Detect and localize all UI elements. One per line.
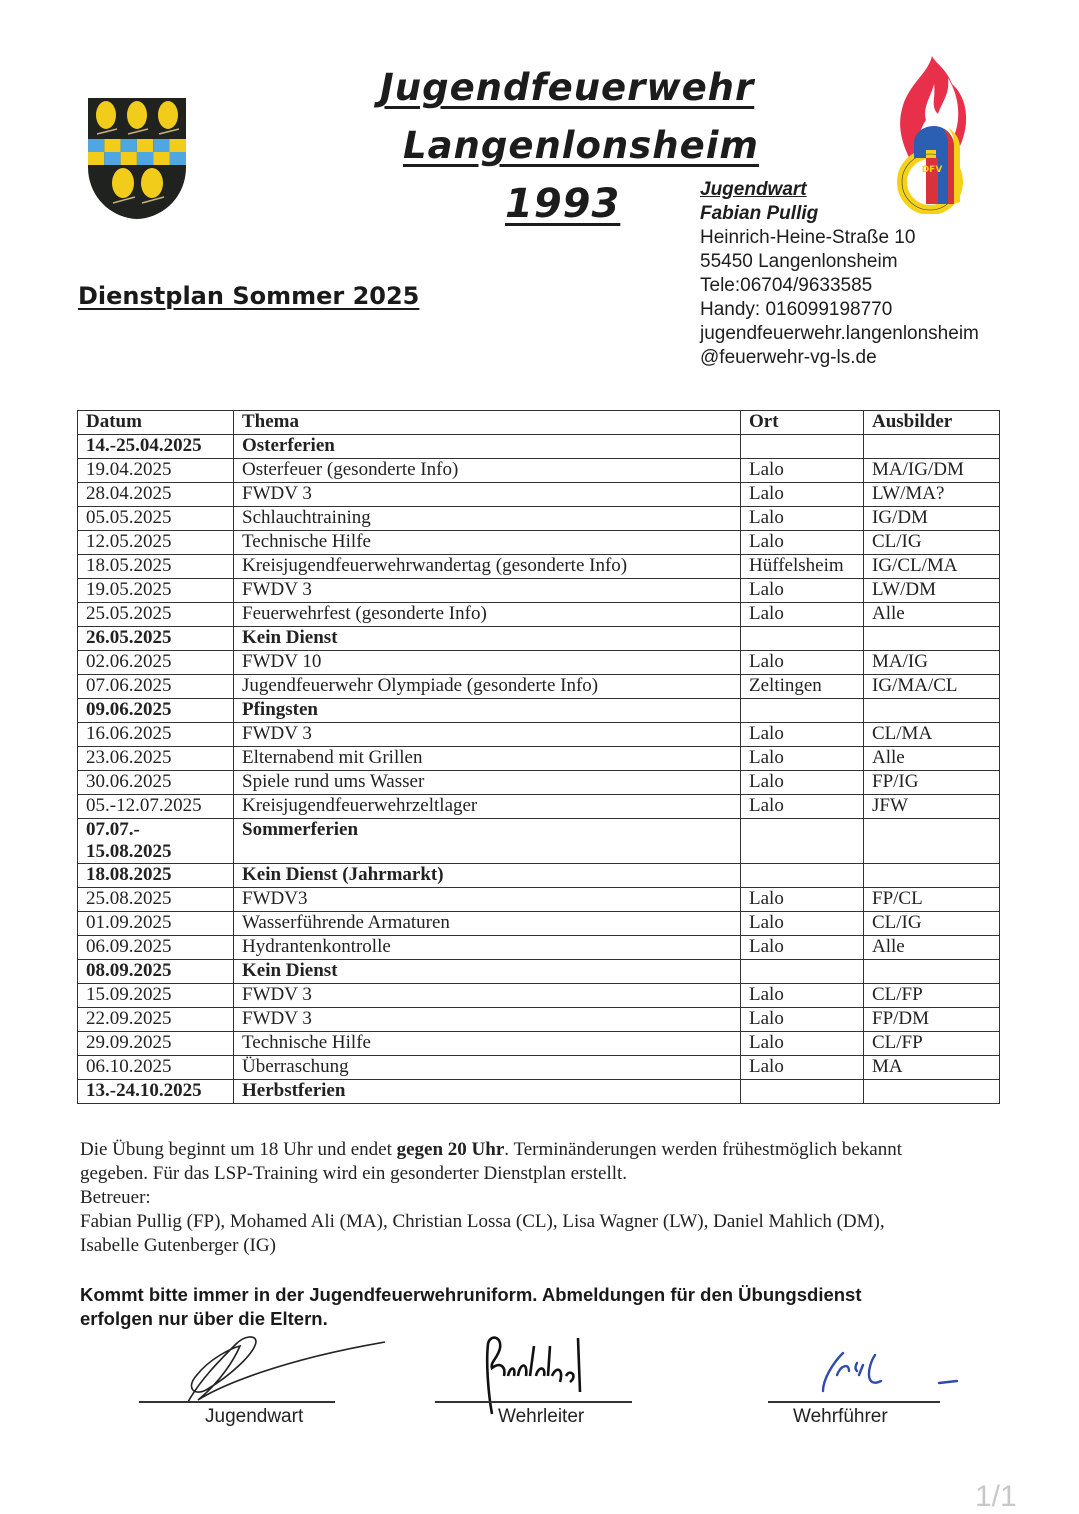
table-row — [78, 888, 1000, 912]
trainer-cell: FP/DM — [864, 1008, 1000, 1032]
date-cell: 12.05.2025 — [78, 531, 234, 555]
page-indicator: 1/1 — [975, 1480, 1017, 1513]
trainer-cell — [864, 435, 1000, 459]
date-cell: 14.-25.04.2025 — [78, 435, 234, 459]
contact-role: Jugendwart — [700, 179, 807, 200]
title-year: 1993 — [505, 181, 621, 227]
trainer-cell: MA/IG/DM — [864, 459, 1000, 483]
place-cell — [741, 435, 864, 459]
place-cell: Lalo — [741, 1056, 864, 1080]
topic-cell: FWDV 3 — [234, 483, 741, 507]
place-cell: Lalo — [741, 579, 864, 603]
place-cell: Lalo — [741, 507, 864, 531]
topic-cell: Schlauchtraining — [234, 507, 741, 531]
place-cell — [741, 864, 864, 888]
signature-wehrfuehrer-icon — [815, 1345, 965, 1395]
topic-cell: Kein Dienst — [234, 627, 741, 651]
topic-cell: Pfingsten — [234, 699, 741, 723]
coat-of-arms-icon — [87, 97, 187, 221]
table-row — [78, 819, 1000, 864]
trainer-cell — [864, 1080, 1000, 1104]
table-row — [78, 1080, 1000, 1104]
topic-cell: Technische Hilfe — [234, 531, 741, 555]
trainer-cell: MA/IG — [864, 651, 1000, 675]
table-row — [78, 723, 1000, 747]
place-cell: Zeltingen — [741, 675, 864, 699]
trainer-cell: Alle — [864, 936, 1000, 960]
signature-line-wehrleiter — [435, 1401, 632, 1403]
place-cell: Lalo — [741, 888, 864, 912]
table-row — [78, 960, 1000, 984]
place-cell — [741, 699, 864, 723]
plan-title: Dienstplan Sommer 2025 — [78, 282, 420, 310]
date-cell: 05.05.2025 — [78, 507, 234, 531]
column-header-datum: Datum — [78, 411, 234, 435]
place-cell: Lalo — [741, 771, 864, 795]
date-cell: 23.06.2025 — [78, 747, 234, 771]
notes-block — [80, 1138, 1010, 1258]
date-cell: 22.09.2025 — [78, 1008, 234, 1032]
date-cell: 26.05.2025 — [78, 627, 234, 651]
table-row — [78, 1008, 1000, 1032]
table-row — [78, 771, 1000, 795]
date-cell: 09.06.2025 — [78, 699, 234, 723]
notes-line-1: Die Übung beginnt um 18 Uhr und endet gegen 20 Uhr. Terminänderungen werden frühestmöglich bekannt — [80, 1139, 903, 1160]
trainer-cell: FP/IG — [864, 771, 1000, 795]
table-row — [78, 579, 1000, 603]
table-row — [78, 483, 1000, 507]
topic-cell: Kreisjugendfeuerwehrzeltlager — [234, 795, 741, 819]
table-row — [78, 864, 1000, 888]
table-row — [78, 1032, 1000, 1056]
place-cell: Hüffelsheim — [741, 555, 864, 579]
place-cell: Lalo — [741, 1032, 864, 1056]
topic-cell: Sommerferien — [234, 819, 741, 864]
table-row — [78, 912, 1000, 936]
place-cell: Lalo — [741, 651, 864, 675]
topic-cell: FWDV 3 — [234, 579, 741, 603]
uniform-notice: Kommt bitte immer in der Jugendfeuerwehruniform. Abmeldungen für den Übungsdienst erfolgen nur über die Eltern. — [80, 1284, 862, 1329]
trainer-cell: Alle — [864, 603, 1000, 627]
trainer-cell: MA — [864, 1056, 1000, 1080]
table-row — [78, 651, 1000, 675]
notes-line-2: gegeben. Für das LSP-Training wird ein gesonderter Dienstplan erstellt. — [80, 1163, 628, 1184]
date-cell: 25.05.2025 — [78, 603, 234, 627]
table-row — [78, 435, 1000, 459]
place-cell: Lalo — [741, 459, 864, 483]
topic-cell: Herbstferien — [234, 1080, 741, 1104]
trainer-cell — [864, 960, 1000, 984]
trainer-cell: JFW — [864, 795, 1000, 819]
place-cell — [741, 1080, 864, 1104]
schedule-body — [78, 435, 1000, 1104]
date-cell: 18.05.2025 — [78, 555, 234, 579]
column-header-ort: Ort — [741, 411, 864, 435]
trainer-cell: LW/DM — [864, 579, 1000, 603]
topic-cell: Osterfeuer (gesonderte Info) — [234, 459, 741, 483]
place-cell: Lalo — [741, 531, 864, 555]
topic-cell: Hydrantenkontrolle — [234, 936, 741, 960]
place-cell — [741, 819, 864, 864]
contact-mobile: Handy: 016099198770 — [700, 299, 893, 320]
topic-cell: Spiele rund ums Wasser — [234, 771, 741, 795]
topic-cell: FWDV 3 — [234, 984, 741, 1008]
table-header-row — [78, 411, 1000, 435]
date-cell: 05.-12.07.2025 — [78, 795, 234, 819]
topic-cell: FWDV3 — [234, 888, 741, 912]
contact-street: Heinrich-Heine-Straße 10 — [700, 227, 916, 248]
place-cell: Lalo — [741, 483, 864, 507]
contact-email: jugendfeuerwehr.langenlonsheim @feuerwehr-vg-ls.de — [700, 323, 979, 368]
date-cell: 19.04.2025 — [78, 459, 234, 483]
signature-label-wehrfuehrer: Wehrführer — [793, 1406, 888, 1427]
date-cell: 16.06.2025 — [78, 723, 234, 747]
trainer-cell: CL/FP — [864, 1032, 1000, 1056]
table-row — [78, 936, 1000, 960]
topic-cell: Elternabend mit Grillen — [234, 747, 741, 771]
date-cell: 13.-24.10.2025 — [78, 1080, 234, 1104]
schedule-table — [77, 410, 1000, 1104]
signature-jugendwart-icon — [180, 1330, 390, 1405]
table-row — [78, 603, 1000, 627]
trainer-cell: Alle — [864, 747, 1000, 771]
topic-cell: Kein Dienst (Jahrmarkt) — [234, 864, 741, 888]
trainer-cell: CL/MA — [864, 723, 1000, 747]
place-cell: Lalo — [741, 747, 864, 771]
place-cell: Lalo — [741, 795, 864, 819]
date-cell: 06.09.2025 — [78, 936, 234, 960]
table-row — [78, 627, 1000, 651]
table-row — [78, 1056, 1000, 1080]
topic-cell: FWDV 10 — [234, 651, 741, 675]
trainer-cell: FP/CL — [864, 888, 1000, 912]
topic-cell: Kein Dienst — [234, 960, 741, 984]
trainer-cell: IG/DM — [864, 507, 1000, 531]
place-cell: Lalo — [741, 984, 864, 1008]
contact-block — [700, 178, 979, 370]
table-row — [78, 531, 1000, 555]
place-cell: Lalo — [741, 603, 864, 627]
signature-label-wehrleiter: Wehrleiter — [498, 1406, 585, 1427]
date-cell: 07.06.2025 — [78, 675, 234, 699]
date-cell: 06.10.2025 — [78, 1056, 234, 1080]
contact-phone: Tele:06704/9633585 — [700, 275, 873, 296]
notes-time-bold: gegen 20 Uhr — [396, 1139, 505, 1160]
table-row — [78, 507, 1000, 531]
trainer-cell: LW/MA? — [864, 483, 1000, 507]
place-cell — [741, 960, 864, 984]
trainer-cell — [864, 864, 1000, 888]
date-cell: 08.09.2025 — [78, 960, 234, 984]
table-row — [78, 555, 1000, 579]
place-cell: Lalo — [741, 912, 864, 936]
signature-line-wehrfuehrer — [768, 1401, 940, 1403]
place-cell: Lalo — [741, 723, 864, 747]
place-cell: Lalo — [741, 936, 864, 960]
table-row — [78, 675, 1000, 699]
column-header-thema: Thema — [234, 411, 741, 435]
trainer-cell: CL/IG — [864, 531, 1000, 555]
table-row — [78, 747, 1000, 771]
date-cell: 28.04.2025 — [78, 483, 234, 507]
contact-city: 55450 Langenlonsheim — [700, 251, 898, 272]
date-cell: 19.05.2025 — [78, 579, 234, 603]
date-cell: 15.09.2025 — [78, 984, 234, 1008]
topic-cell: Überraschung — [234, 1056, 741, 1080]
date-cell: 29.09.2025 — [78, 1032, 234, 1056]
betreuer-label: Betreuer: — [80, 1187, 151, 1208]
place-cell — [741, 627, 864, 651]
topic-cell: FWDV 3 — [234, 723, 741, 747]
topic-cell: Feuerwehrfest (gesonderte Info) — [234, 603, 741, 627]
date-cell: 25.08.2025 — [78, 888, 234, 912]
table-row — [78, 795, 1000, 819]
title-langenlonsheim: Langenlonsheim — [403, 124, 759, 167]
title-jugendfeuerwehr: Jugendfeuerwehr — [380, 66, 755, 109]
date-cell: 01.09.2025 — [78, 912, 234, 936]
place-cell: Lalo — [741, 1008, 864, 1032]
trainer-cell — [864, 819, 1000, 864]
column-header-ausbilder: Ausbilder — [864, 411, 1000, 435]
date-cell: 18.08.2025 — [78, 864, 234, 888]
topic-cell: Wasserführende Armaturen — [234, 912, 741, 936]
topic-cell: Kreisjugendfeuerwehrwandertag (gesonderte Info) — [234, 555, 741, 579]
signature-line-jugendwart — [139, 1401, 335, 1403]
date-cell: 02.06.2025 — [78, 651, 234, 675]
table-row — [78, 984, 1000, 1008]
signature-label-jugendwart: Jugendwart — [205, 1406, 304, 1427]
table-row — [78, 459, 1000, 483]
trainer-cell — [864, 699, 1000, 723]
table-row — [78, 699, 1000, 723]
trainer-cell: CL/FP — [864, 984, 1000, 1008]
topic-cell: Technische Hilfe — [234, 1032, 741, 1056]
contact-name: Fabian Pullig — [700, 203, 819, 224]
trainer-cell: CL/IG — [864, 912, 1000, 936]
trainer-cell: IG/MA/CL — [864, 675, 1000, 699]
topic-cell: FWDV 3 — [234, 1008, 741, 1032]
date-cell: 30.06.2025 — [78, 771, 234, 795]
svg-text:DFV: DFV — [921, 165, 943, 175]
topic-cell: Osterferien — [234, 435, 741, 459]
trainer-cell — [864, 627, 1000, 651]
topic-cell: Jugendfeuerwehr Olympiade (gesonderte Info) — [234, 675, 741, 699]
date-cell: 07.07.- 15.08.2025 — [78, 819, 234, 864]
trainer-cell: IG/CL/MA — [864, 555, 1000, 579]
betreuer-list: Fabian Pullig (FP), Mohamed Ali (MA), Christian Lossa (CL), Lisa Wagner (LW), Daniel Mahlich (DM), Isabelle Gutenberger (IG) — [80, 1211, 885, 1256]
